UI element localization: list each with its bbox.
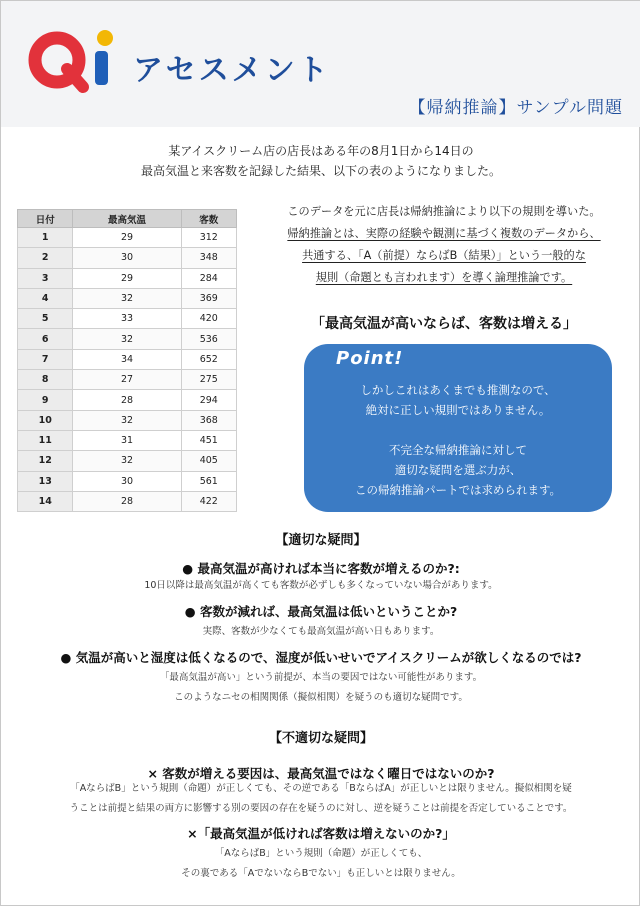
header <box>1 1 640 127</box>
explanation-line: このデータを元に店長は帰納推論により以下の規則を導いた。 <box>287 205 601 218</box>
table-header-row <box>18 210 237 228</box>
explanation-line: 共通する、「A（前提）ならばB（結果）」という一般的な <box>302 249 586 262</box>
temp-cell: 28 <box>73 390 181 410</box>
derived-rule: 「最高気温が高いならば、客数は増える」 <box>311 316 577 332</box>
appropriate-answer-3a: 「最高気温が高い」という前提が、本当の要因ではない可能性があります。 <box>159 672 483 683</box>
temp-cell: 31 <box>73 430 181 450</box>
temp-cell: 27 <box>73 370 181 390</box>
appropriate-answer-3b: このようなニセの相関関係（擬似相関）を疑うのも適切な疑問です。 <box>174 692 468 703</box>
date-cell: 12 <box>18 451 73 471</box>
temp-cell: 29 <box>73 268 181 288</box>
intro-text <box>1 141 640 181</box>
customers-cell: 275 <box>181 370 236 390</box>
temp-cell: 32 <box>73 410 181 430</box>
qi-logo <box>27 27 123 93</box>
date-cell: 9 <box>18 390 73 410</box>
explanation-line: 帰納推論とは、実際の経験や観測に基づく複数のデータから、 <box>287 227 601 240</box>
point-line: しかしこれはあくまでも推測なので、 <box>360 383 556 397</box>
customers-cell: 536 <box>181 329 236 349</box>
table-row <box>18 268 237 288</box>
inappropriate-answer-1b: うことは前提と結果の両方に影響する別の要因の存在を疑うのに対し、逆を疑うことは前提を否定していることです。 <box>69 803 573 814</box>
table-row <box>18 349 237 369</box>
temp-cell: 30 <box>73 471 181 491</box>
explanation-text <box>247 201 640 289</box>
table-row <box>18 329 237 349</box>
date-cell: 2 <box>18 248 73 268</box>
intro-line: 最高気温と来客数を記録した結果、以下の表のようになりました。 <box>140 164 501 178</box>
customers-cell: 451 <box>181 430 236 450</box>
date-cell: 11 <box>18 430 73 450</box>
customers-cell: 294 <box>181 390 236 410</box>
date-cell: 14 <box>18 491 73 511</box>
temp-cell: 32 <box>73 288 181 308</box>
date-cell: 13 <box>18 471 73 491</box>
temp-cell: 34 <box>73 349 181 369</box>
page-subtitle: 【帰納推論】サンプル問題 <box>408 98 623 118</box>
point-line: 不完全な帰納推論に対して <box>389 443 527 457</box>
appropriate-answer-1: 10日以降は最高気温が高くても客数が必ずしも多くなっていない場合があります。 <box>144 580 498 591</box>
temp-cell: 33 <box>73 309 181 329</box>
table-row <box>18 248 237 268</box>
temp-cell: 29 <box>73 228 181 248</box>
table-row <box>18 491 237 511</box>
customers-cell: 284 <box>181 268 236 288</box>
date-cell: 1 <box>18 228 73 248</box>
table-row <box>18 288 237 308</box>
customers-cell: 369 <box>181 288 236 308</box>
table-row <box>18 370 237 390</box>
customers-cell: 312 <box>181 228 236 248</box>
point-line: この帰納推論パートでは求められます。 <box>354 483 562 497</box>
inappropriate-answer-2b: その裏である「AでないならBでない」も正しいとは限りません。 <box>181 868 461 879</box>
temp-cell: 32 <box>73 451 181 471</box>
customers-cell: 652 <box>181 349 236 369</box>
point-line: 絶対に正しい規則ではありません。 <box>365 403 551 417</box>
inappropriate-answer-1a: 「AならばB」という規則（命題）が正しくても、その逆である「BならばA」が正しいとは限りません。擬似相関を疑 <box>70 783 572 794</box>
table-body <box>18 228 237 512</box>
point-line: 適切な疑問を選ぶ力が、 <box>394 463 522 477</box>
customers-cell: 348 <box>181 248 236 268</box>
temp-cell: 32 <box>73 329 181 349</box>
inappropriate-question-1: × 客数が増える要因は、最高気温ではなく曜日ではないのか? <box>147 766 495 781</box>
inappropriate-question-2: ×「最高気温が低ければ客数は増えないのか?」 <box>187 826 455 841</box>
table-row <box>18 228 237 248</box>
customers-cell: 368 <box>181 410 236 430</box>
column-header-temp: 最高気温 <box>73 210 181 228</box>
table-row <box>18 430 237 450</box>
table-row <box>18 410 237 430</box>
date-cell: 4 <box>18 288 73 308</box>
point-title: Point! <box>336 348 404 369</box>
column-header-date: 日付 <box>18 210 73 228</box>
date-cell: 8 <box>18 370 73 390</box>
point-box <box>304 344 612 512</box>
column-header-customers: 客数 <box>181 210 236 228</box>
date-cell: 6 <box>18 329 73 349</box>
appropriate-question-1: ● 最高気温が高ければ本当に客数が増えるのか?: <box>182 561 460 576</box>
date-cell: 3 <box>18 268 73 288</box>
data-table <box>17 209 237 512</box>
appropriate-question-2: ● 客数が減れば、最高気温は低いということか? <box>184 604 458 619</box>
inappropriate-answer-2a: 「AならばB」という規則（命題）が正しくても、 <box>214 848 428 859</box>
inappropriate-heading: 【不適切な疑問】 <box>268 731 373 746</box>
app-title: アセスメント <box>133 53 331 88</box>
intro-line: 某アイスクリーム店の店長はある年の8月1日から14日の <box>168 144 474 158</box>
date-cell: 5 <box>18 309 73 329</box>
table-row <box>18 471 237 491</box>
table-row <box>18 309 237 329</box>
date-cell: 7 <box>18 349 73 369</box>
customers-cell: 420 <box>181 309 236 329</box>
table-row <box>18 390 237 410</box>
temp-cell: 28 <box>73 491 181 511</box>
appropriate-heading: 【適切な疑問】 <box>275 533 367 548</box>
customers-cell: 405 <box>181 451 236 471</box>
appropriate-question-3: ● 気温が高いと湿度は低くなるので、湿度が低いせいでアイスクリームが欲しくなるのでは? <box>60 650 582 665</box>
customers-cell: 561 <box>181 471 236 491</box>
explanation-line: 規則（命題とも言われます）を導く論理推論です。 <box>315 271 573 284</box>
temp-cell: 30 <box>73 248 181 268</box>
customers-cell: 422 <box>181 491 236 511</box>
date-cell: 10 <box>18 410 73 430</box>
appropriate-answer-2: 実際、客数が少なくても最高気温が高い日もあります。 <box>202 626 440 637</box>
table-row <box>18 451 237 471</box>
point-text <box>304 380 612 500</box>
